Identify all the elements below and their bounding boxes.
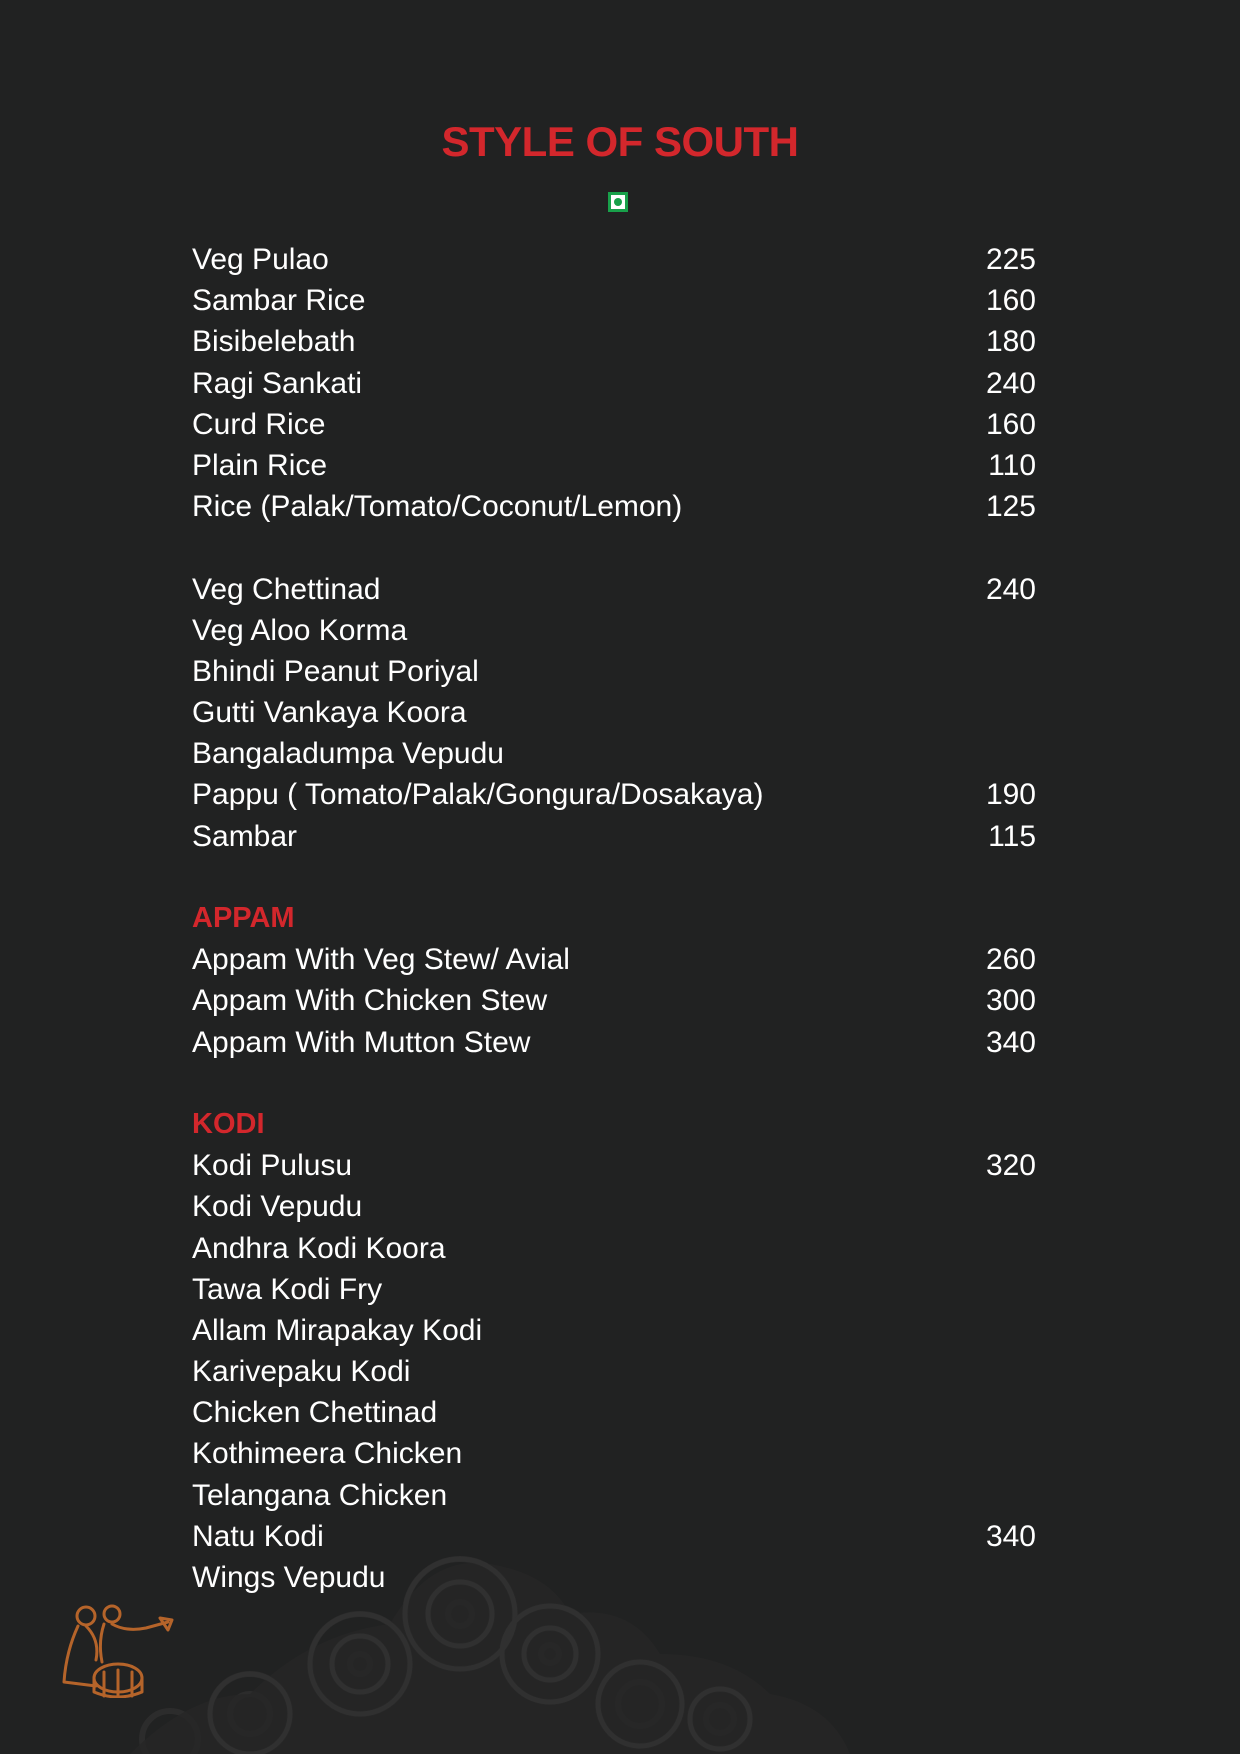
item-name: Veg Aloo Korma [192,613,408,647]
item-price: 160 [985,284,1036,318]
item-name: Appam With Mutton Stew [192,1025,531,1059]
menu-item [192,1145,1036,1186]
veg-mark-dot [614,198,622,206]
menu-item [192,1310,1036,1351]
section-gap [192,1063,1036,1104]
menu-item [192,774,1036,815]
section-heading-kodi: KODI [192,1107,265,1140]
menu-item [192,239,1036,280]
item-name: Tawa Kodi Fry [192,1272,383,1306]
item-name: Bisibelebath [192,325,356,359]
item-name: Veg Chettinad [192,572,381,606]
item-name: Allam Mirapakay Kodi [192,1313,483,1347]
menu-item [192,1557,1036,1598]
item-price: 160 [985,407,1036,441]
item-name: Andhra Kodi Koora [192,1231,446,1265]
section-gap [192,857,1036,898]
item-name: Plain Rice [192,448,328,482]
menu-item [192,980,1036,1021]
menu-item [192,280,1036,321]
page-title: STYLE OF SOUTH [441,118,799,165]
item-name: Sambar Rice [192,284,366,318]
section-heading-appam: APPAM [192,902,295,934]
item-name: Kodi Pulusu [192,1149,353,1183]
menu-item [192,569,1036,610]
item-price: 320 [985,1149,1036,1183]
item-price: 240 [985,366,1036,400]
item-name: Rice (Palak/Tomato/Coconut/Lemon) [192,490,683,524]
menu-item [192,1433,1036,1474]
menu-item [192,1022,1036,1063]
veg-mark-icon [608,192,628,212]
item-name: Natu Kodi [192,1519,324,1553]
item-price: 110 [988,448,1036,482]
item-name: Appam With Veg Stew/ Avial [192,943,570,977]
menu-item [192,363,1036,404]
item-price: 340 [985,1025,1036,1059]
item-name: Gutti Vankaya Koora [192,696,467,730]
menu-item [192,1351,1036,1392]
item-name: Kothimeera Chicken [192,1437,463,1471]
menu-item [192,1186,1036,1227]
item-price: 240 [985,572,1036,606]
musician-illustration [56,1602,174,1698]
item-price: 300 [985,984,1036,1018]
menu-item [192,1228,1036,1269]
item-name: Telangana Chicken [192,1478,448,1512]
menu-item [192,651,1036,692]
item-price: 340 [985,1519,1036,1553]
item-name: Karivepaku Kodi [192,1355,411,1389]
item-price: 260 [985,943,1036,977]
menu-item [192,445,1036,486]
menu-item [192,692,1036,733]
item-price: 115 [988,819,1036,853]
menu-item [192,939,1036,980]
item-name: Curd Rice [192,407,326,441]
item-name: Sambar [192,819,298,853]
section-gap [192,527,1036,568]
item-name: Wings Vepudu [192,1561,386,1594]
menu-item [192,610,1036,651]
item-name: Bangaladumpa Vepudu [192,737,504,771]
item-name: Veg Pulao [192,243,329,276]
item-name: Chicken Chettinad [192,1396,438,1430]
menu-item [192,1269,1036,1310]
item-price: 225 [985,243,1036,276]
menu-item [192,1516,1036,1557]
menu-item [192,1475,1036,1516]
menu-item [192,1392,1036,1433]
item-price: 190 [985,778,1036,812]
item-price: 180 [985,325,1036,359]
menu-list [192,239,1036,1598]
item-name: Ragi Sankati [192,366,363,400]
item-name: Bhindi Peanut Poriyal [192,654,479,688]
item-name: Appam With Chicken Stew [192,984,548,1018]
menu-item [192,486,1036,527]
item-price: 125 [985,490,1036,524]
menu-item [192,321,1036,362]
menu-item [192,816,1036,857]
item-name: Kodi Vepudu [192,1190,363,1224]
item-name: Pappu ( Tomato/Palak/Gongura/Dosakaya) [192,778,764,812]
menu-item [192,404,1036,445]
menu-item [192,733,1036,774]
